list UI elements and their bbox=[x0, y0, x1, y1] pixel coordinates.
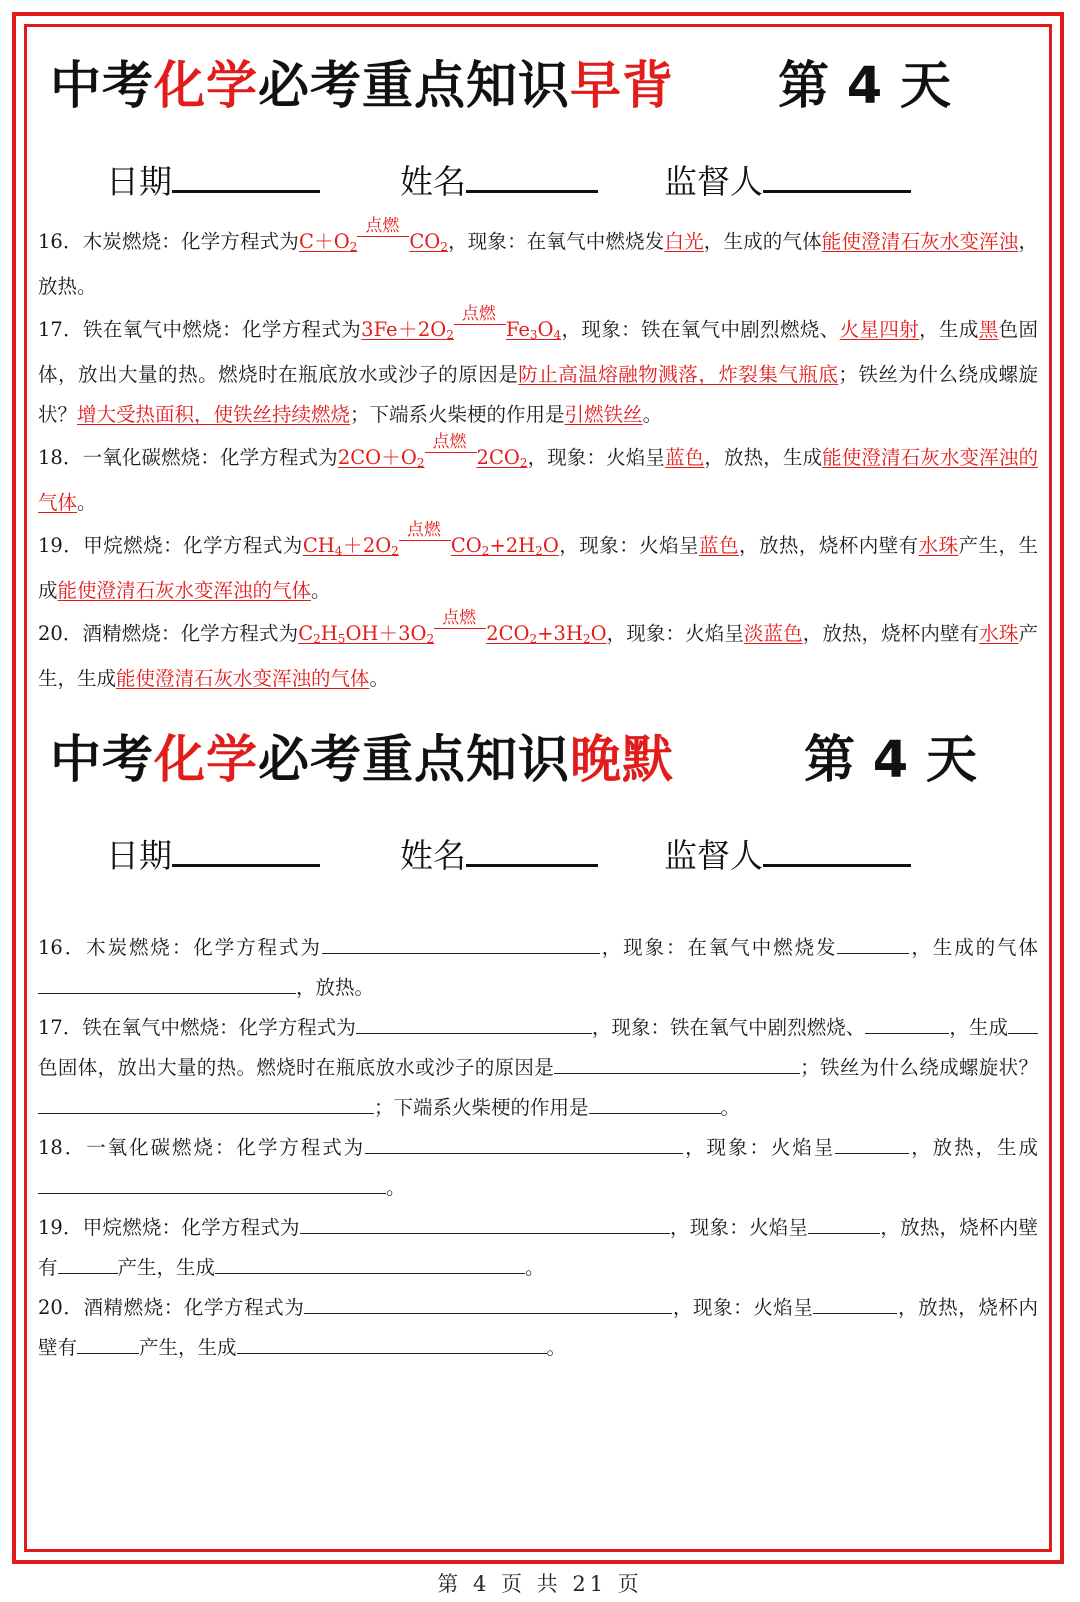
answer-blank[interactable] bbox=[38, 1175, 386, 1194]
reaction-condition: 点燃 bbox=[434, 620, 486, 640]
answer-blank[interactable] bbox=[322, 935, 600, 954]
morning-day: 第 4 天 bbox=[778, 57, 951, 116]
answer-blank[interactable] bbox=[77, 1335, 139, 1354]
answer-blank[interactable] bbox=[237, 1335, 547, 1354]
answer-blank[interactable] bbox=[365, 1135, 683, 1154]
answer-blank[interactable] bbox=[304, 1295, 672, 1314]
answer-blank[interactable] bbox=[38, 975, 296, 994]
equation: $C+O_2$ bbox=[298, 230, 358, 254]
answer-blank[interactable] bbox=[589, 1095, 721, 1114]
page-footer: 第 4 页 共 21 页 bbox=[437, 1572, 643, 1596]
date-field[interactable]: 日期 bbox=[106, 156, 320, 203]
answer-blank[interactable] bbox=[865, 1015, 949, 1034]
morning-item-18: 18．一氧化碳燃烧：化学方程式为$2CO+O_2$ 点燃 $2CO_2$，现象：火焰呈蓝色，放热，生成能使澄清石灰水变浑浊的气体。 bbox=[38, 432, 1038, 514]
supervisor-field[interactable]: 监督人 bbox=[664, 156, 911, 203]
reaction-condition: 点燃 bbox=[454, 316, 506, 336]
evening-item-17: 17．铁在氧气中燃烧：化学方程式为 ，现象：铁在氧气中剧烈燃烧、 ，生成色固体，放出大量的热。燃烧时在瓶底放水或沙子的原因是 ；铁丝为什么绕成螺旋状？；下端系火柴梗的作用是 。 bbox=[38, 1016, 1038, 1119]
supervisor-field[interactable]: 监督人 bbox=[664, 830, 911, 877]
answer-blank[interactable] bbox=[38, 1095, 374, 1114]
evening-title: 中考化学必考重点知识晚默 bbox=[50, 731, 675, 790]
evening-item-16: 16．木炭燃烧：化学方程式为 ，现象：在氧气中燃烧发 ，生成的气体，放热。 bbox=[38, 936, 1038, 999]
evening-day: 第 4 天 bbox=[804, 731, 977, 790]
answer-blank[interactable] bbox=[300, 1215, 670, 1234]
morning-item-19: 19．甲烷燃烧：化学方程式为$CH_4+2O_2$ 点燃 $CO_2+2H_2O$，现象：火焰呈蓝色，放热，烧杯内壁有水珠产生，生成能使澄清石灰水变浑浊的气体。 bbox=[38, 520, 1038, 602]
answer-blank[interactable] bbox=[837, 935, 909, 954]
morning-item-20: 20．酒精燃烧：化学方程式为$C_2H_5OH+3O_2$ 点燃 $2CO_2+3H_2O$，现象：火焰呈淡蓝色，放热，烧杯内壁有水珠产生，生成能使澄清石灰水变浑浊的气体。 bbox=[38, 608, 1038, 690]
answer-blank[interactable] bbox=[356, 1015, 592, 1034]
reaction-condition: 点燃 bbox=[399, 532, 451, 552]
answer-blank[interactable] bbox=[215, 1255, 525, 1274]
evening-item-18: 18．一氧化碳燃烧：化学方程式为 ，现象：火焰呈 ，放热，生成。 bbox=[38, 1136, 1038, 1199]
reaction-condition: 点燃 bbox=[357, 228, 409, 248]
morning-item-17: 17．铁在氧气中燃烧：化学方程式为$3Fe+2O_2$ 点燃 $Fe_3O_4$，现象：铁在氧气中剧烈燃烧、火星四射，生成黑色固体，放出大量的热。燃烧时在瓶底放水或沙子的原因是防止高温熔融物溅落，炸裂集气瓶底；铁丝为什么绕成螺旋状？增大受热面积，使铁丝持续燃烧；下端系火柴梗的作用是引燃铁丝。 bbox=[38, 304, 1038, 426]
date-field[interactable]: 日期 bbox=[106, 830, 320, 877]
name-field[interactable]: 姓名 bbox=[400, 156, 598, 203]
answer-blank[interactable] bbox=[808, 1215, 880, 1234]
answer-blank[interactable] bbox=[554, 1055, 800, 1074]
reaction-condition: 点燃 bbox=[425, 444, 477, 464]
morning-item-16: 16．木炭燃烧：化学方程式为$C+O_2$ 点燃 $CO_2$，现象：在氧气中燃烧发白光，生成的气体能使澄清石灰水变浑浊，放热。 bbox=[38, 216, 1038, 298]
name-field[interactable]: 姓名 bbox=[400, 830, 598, 877]
answer-blank[interactable] bbox=[1008, 1015, 1038, 1034]
answer-blank[interactable] bbox=[58, 1255, 118, 1274]
answer-blank[interactable] bbox=[813, 1295, 897, 1314]
evening-item-19: 19．甲烷燃烧：化学方程式为 ，现象：火焰呈 ，放热，烧杯内壁有 产生，生成 。 bbox=[38, 1216, 1038, 1279]
equation: $3Fe+2O_2$ bbox=[361, 318, 454, 342]
answer-blank[interactable] bbox=[835, 1135, 909, 1154]
evening-item-20: 20．酒精燃烧：化学方程式为 ，现象：火焰呈 ，放热，烧杯内壁有 产生，生成 。 bbox=[38, 1296, 1038, 1359]
morning-title: 中考化学必考重点知识早背 bbox=[50, 57, 675, 116]
